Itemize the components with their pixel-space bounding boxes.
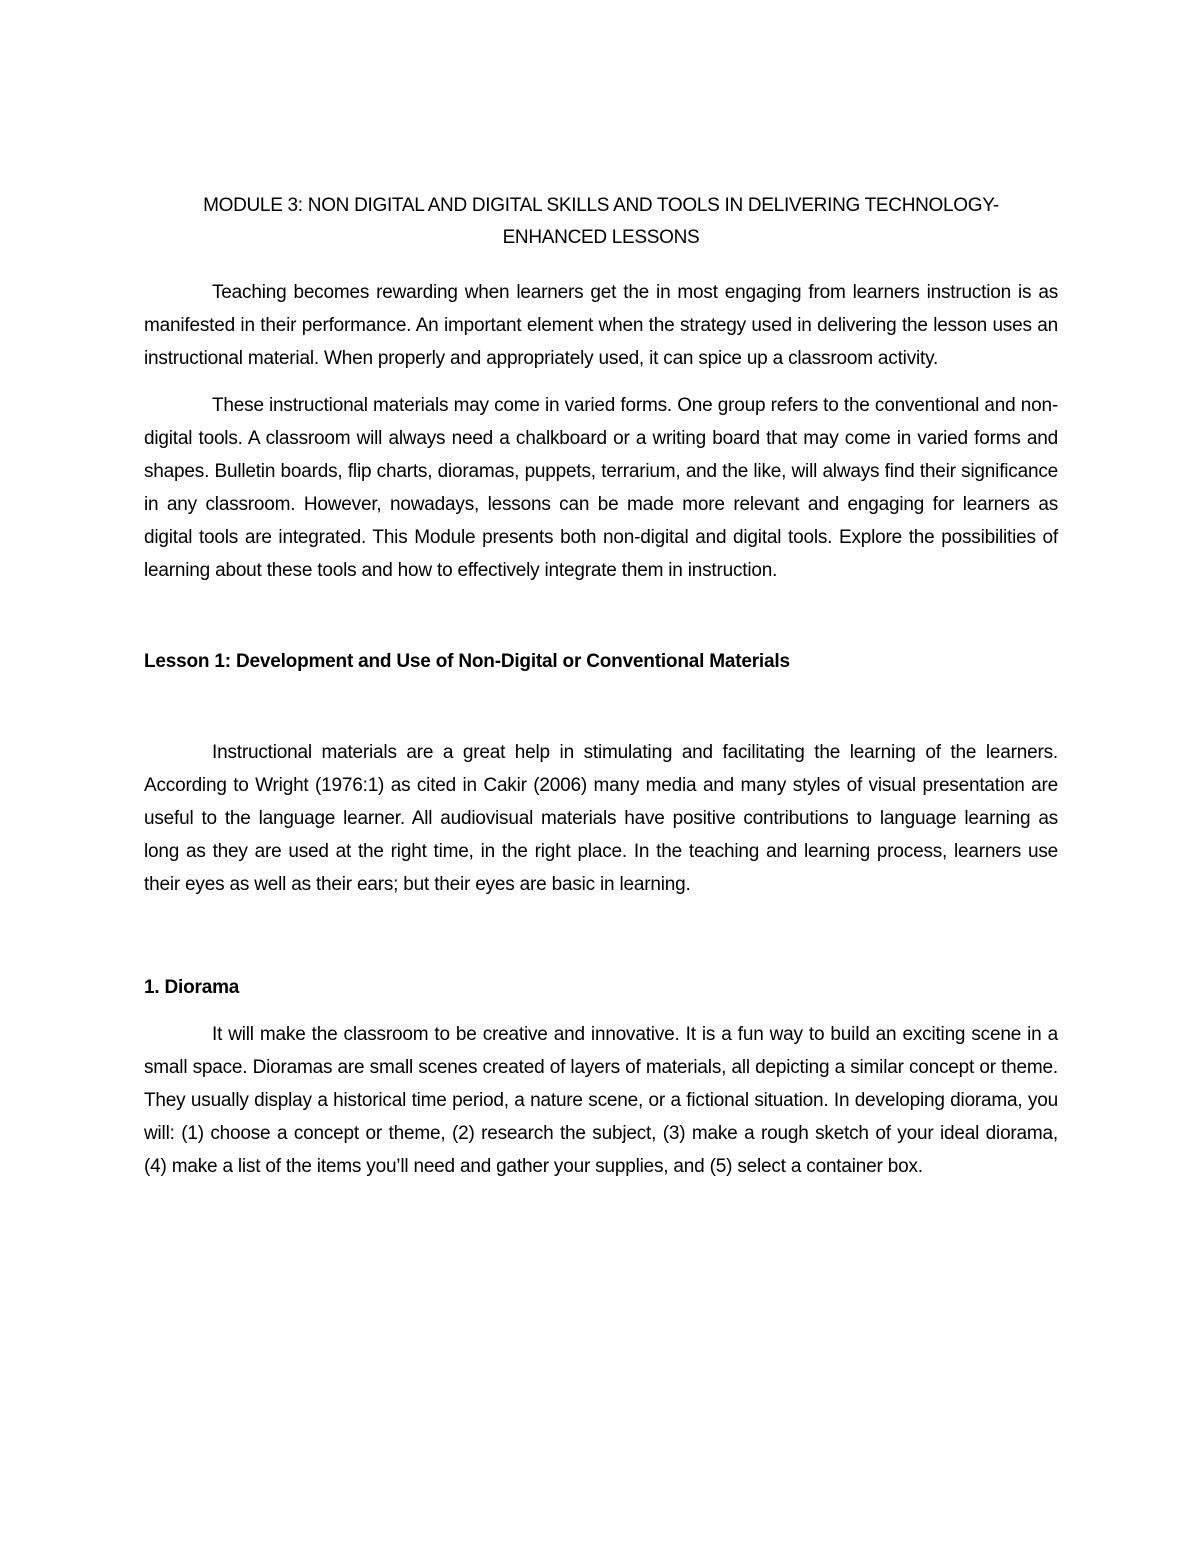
intro-paragraph-1: Teaching becomes rewarding when learners get the in most engaging from learners instruction is as manifested in their performance. An important element when the strategy used in delivering the lesson uses an instructional material. When properly and appropriately used, it can spice up a classroom activity. [144,282,1058,369]
diorama-heading: 1. Diorama [144,977,240,998]
module-title [144,190,1058,254]
lesson-1-paragraph: Instructional materials are a great help in stimulating and facilitating the learning of the learners. According to Wright (1976:1) as cited in Cakir (2006) many media and many styles of visual presentation are useful to the language learner. All audiovisual materials have positive contributions to language learning as long as they are used at the right time, in the right place. In the teaching and learning process, learners use their eyes as well as their ears; but their eyes are basic in learning. [144,742,1058,895]
intro-paragraph-2: These instructional materials may come in varied forms. One group refers to the conventional and non-digital tools. A classroom will always need a chalkboard or a writing board that may come in varied forms and shapes. Bulletin boards, flip charts, dioramas, puppets, terrarium, and the like, will always find their significance in any classroom. However, nowadays, lessons can be made more relevant and engaging for learners as digital tools are integrated. This Module presents both non-digital and digital tools. Explore the possibilities of learning about these tools and how to effectively integrate them in instruction. [144,395,1058,581]
diorama-paragraph: It will make the classroom to be creative and innovative. It is a fun way to build an exciting scene in a small space. Dioramas are small scenes created of layers of materials, all depicting a similar concept or theme. They usually display a historical time period, a nature scene, or a fictional situation. In developing diorama, you will: (1) choose a concept or theme, (2) research the subject, (3) make a rough sketch of your ideal diorama, (4) make a list of the items you’ll need and gather your supplies, and (5) select a container box. [144,1024,1058,1177]
module-title-line2: ENHANCED LESSONS [502,227,700,248]
lesson-1-heading: Lesson 1: Development and Use of Non-Digital or Conventional Materials [144,651,790,672]
document-body [144,190,1058,1197]
module-title-line1: MODULE 3: NON DIGITAL AND DIGITAL SKILLS AND TOOLS IN DELIVERING TECHNOLOGY- [203,195,999,216]
